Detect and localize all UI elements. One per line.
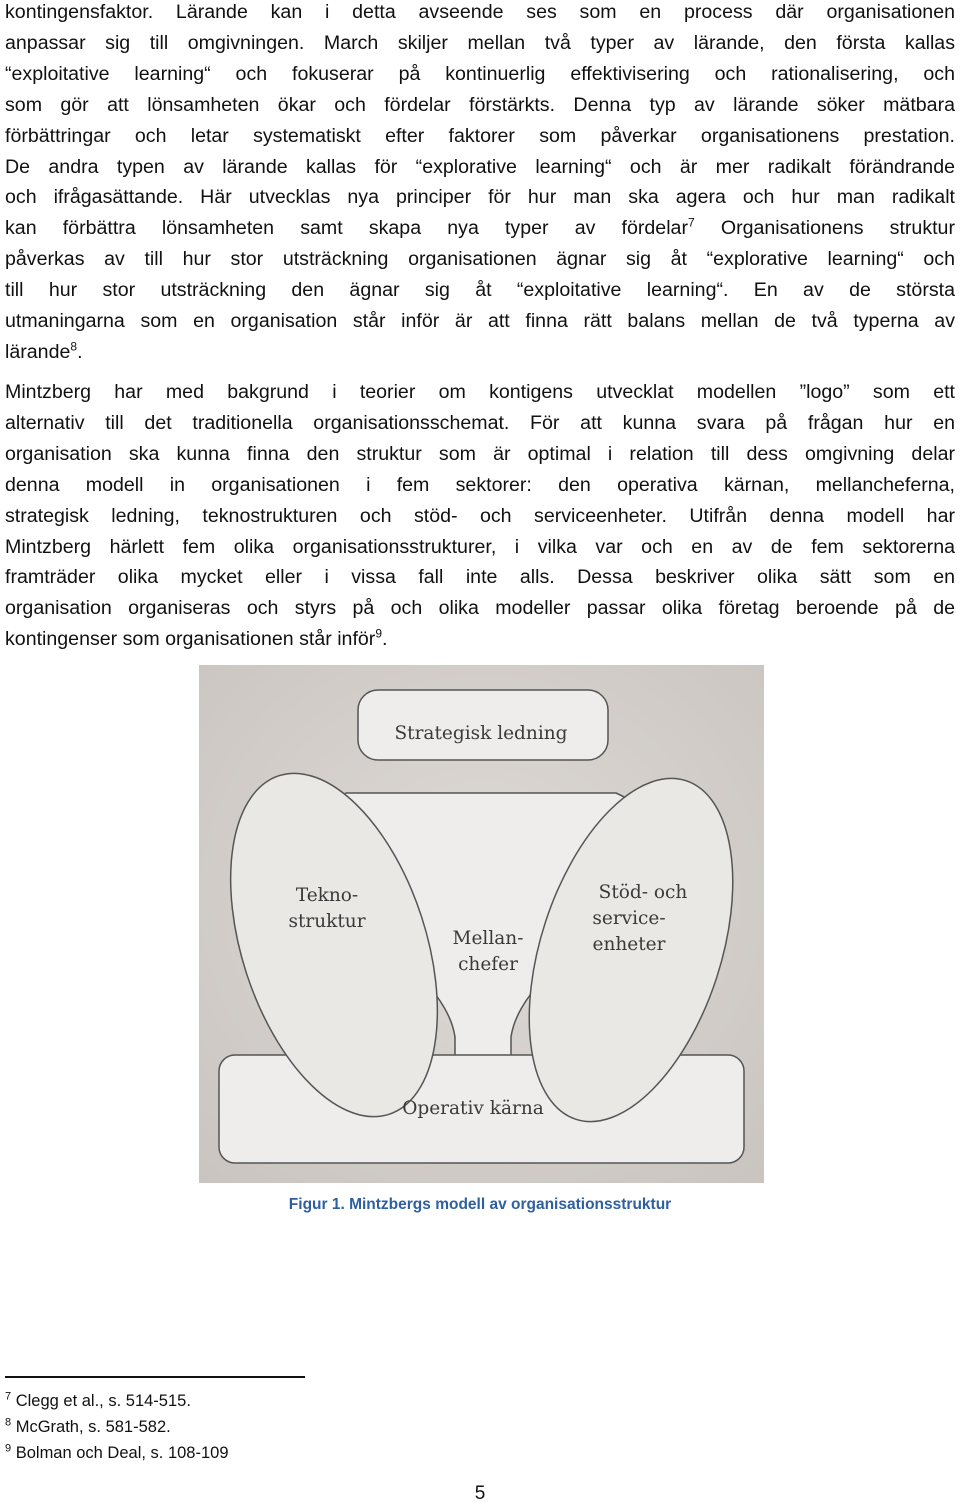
mintzberg-model-figure: [199, 665, 764, 1183]
text-line: till hur stor utsträckning den ägnar sig åt “exploitative learning“. En av de största: [5, 279, 955, 302]
text-segment: .: [77, 340, 83, 363]
text-line: “exploitative learning“ och fokuserar på kontinuerlig effektivisering och rationalisering, och: [5, 62, 955, 85]
paragraph-mintzberg: [5, 377, 955, 655]
text-line: och ifrågasättande. Här utvecklas nya principer för hur man ska agera och hur man radikalt: [5, 186, 955, 209]
text-line: De andra typen av lärande kallas för “explorative learning“ och är mer radikalt förändrande: [5, 155, 955, 178]
strategic-apex-label: Strategisk ledning: [394, 723, 568, 744]
text-segment: .: [382, 628, 388, 651]
text-line-with-footnote: [5, 213, 955, 244]
support-staff-label-line3: enheter: [592, 934, 666, 955]
text-segment: kontingenser som organisationen står inför: [5, 628, 376, 651]
footnote-text: McGrath, s. 581-582.: [15, 1418, 171, 1436]
text-line: organisation ska kunna finna den struktur som är optimal i relation till dess omgivning delar: [5, 442, 955, 465]
footnote-number: 8: [5, 1416, 12, 1429]
middle-line-label-line2: chefer: [458, 954, 518, 975]
text-segment: kan förbättra lönsamheten samt skapa nya typer av fördelar: [5, 217, 688, 240]
footnote-text: Clegg et al., s. 514-515.: [15, 1392, 191, 1410]
text-line: organisation organiseras och styrs på och olika modeller passar olika företag beroende på de: [5, 597, 955, 620]
footnote-9: [5, 1443, 229, 1463]
text-line: kontingensfaktor. Lärande kan i detta avseende ses som en process där organisationen: [5, 1, 955, 23]
text-line: denna modell in organisationen i fem sektorer: den operativa kärnan, mellancheferna,: [5, 473, 955, 496]
footnote-8: [5, 1417, 171, 1437]
text-line: Mintzberg härlett fem olika organisationsstrukturer, i vilka var och en av de fem sektorerna: [5, 535, 955, 558]
text-line: förbättringar och letar systematiskt efter faktorer som påverkar organisationens prestation.: [5, 124, 955, 147]
page-number: 5: [474, 1483, 486, 1504]
footnote-separator: [5, 1376, 305, 1378]
operating-core-label: Operativ kärna: [402, 1098, 544, 1119]
footnote-number: 9: [5, 1442, 12, 1455]
footnote-ref-8: 8: [70, 339, 78, 354]
middle-line-label-line1: Mellan-: [452, 928, 524, 949]
text-segment: Organisationens struktur: [694, 217, 955, 240]
technostructure-label-line1: Tekno-: [295, 885, 359, 906]
text-line: Mintzberg har med bakgrund i teorier om kontigens utvecklat modellen ”logo” som ett: [5, 381, 955, 403]
text-line: alternativ till det traditionella organisationsschemat. För att kunna svara på frågan hur en: [5, 411, 955, 434]
paragraph-learning: [5, 0, 955, 368]
footnote-7: [5, 1391, 191, 1411]
footnote-text: Bolman och Deal, s. 108-109: [15, 1444, 229, 1462]
text-line: som gör att lönsamheten ökar och fördelar förstärkts. Denna typ av lärande söker mätbara: [5, 93, 955, 116]
footnote-ref-9: 9: [375, 626, 382, 641]
figure-caption: Figur 1. Mintzbergs modell av organisationsstruktur: [288, 1196, 672, 1213]
support-staff-label-line1: Stöd- och: [598, 882, 688, 903]
text-line: framträder olika mycket eller i vissa fall inte alls. Dessa beskriver olika sätt som en: [5, 566, 955, 589]
footnote-ref-7: 7: [687, 215, 695, 230]
text-line: strategisk ledning, teknostrukturen och stöd- och serviceenheter. Utifrån denna modell har: [5, 504, 955, 527]
text-line-with-footnote: [5, 337, 955, 368]
text-line-with-footnote: [5, 624, 955, 655]
text-line: utmaningarna som en organisation står inför är att finna rätt balans mellan de två typerna av: [5, 310, 955, 333]
text-segment: lärande: [5, 340, 71, 363]
footnote-number: 7: [5, 1390, 12, 1403]
text-line: anpassar sig till omgivningen. March skiljer mellan två typer av lärande, den första kallas: [5, 31, 955, 54]
text-line: påverkas av till hur stor utsträckning organisationen ägnar sig åt “explorative learning“ och: [5, 248, 955, 271]
technostructure-label-line2: struktur: [288, 911, 366, 932]
support-staff-label-line2: service-: [592, 908, 666, 929]
